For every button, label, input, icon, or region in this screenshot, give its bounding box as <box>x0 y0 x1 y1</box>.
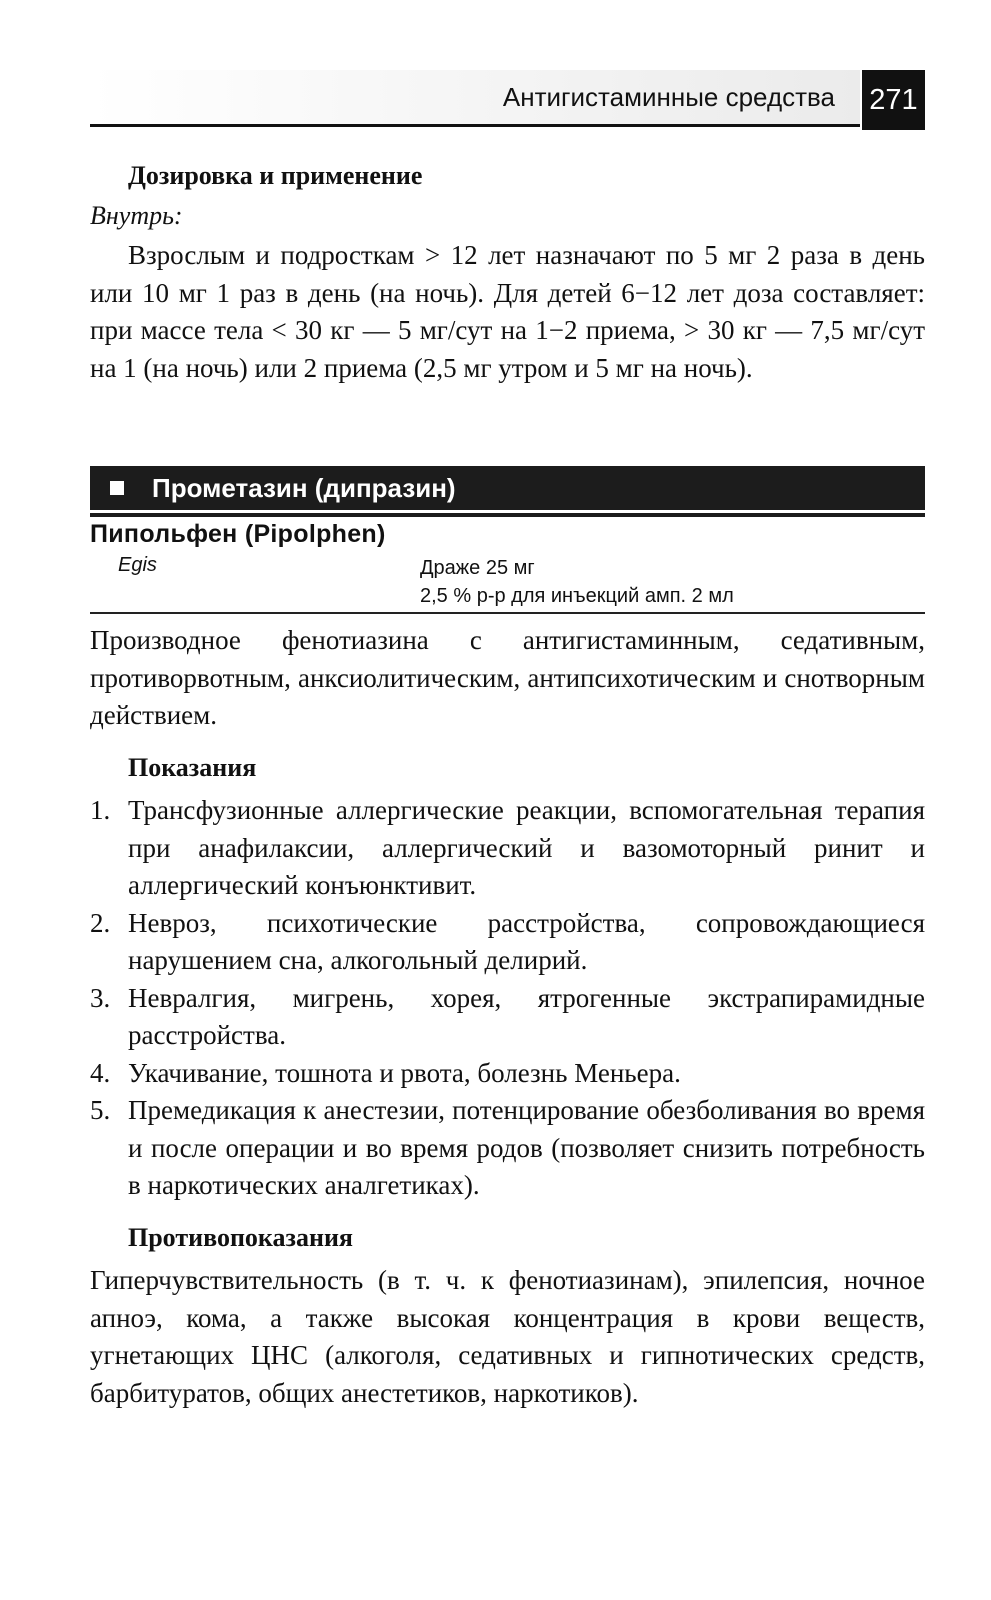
dosage-text: Взрослым и подросткам > 12 лет назначают по 5 мг 2 раза в день или 10 мг 1 раз в день (на ночь). Для детей 6−12 лет доза составляет: при массе тела < 30 кг — 5 мг/сут на 1−2 приема, > 30 кг — 7,5 мг/сут на 1 (на ночь) или 2 приема (2,5 мг утром и 5 мг на ночь). <box>90 240 925 383</box>
section-title: Антигистаминные средства <box>502 82 835 112</box>
contraindications-text: Гиперчувствительность (в т. ч. к фенотиазинам), эпилепсия, ночное апноэ, кома, а также высокая концентрация в крови веществ, угнетающих ЦНС (алкоголя, седативных и гипнотических средств, барбитуратов, общих анестетиков, наркотиков). <box>90 1265 925 1408</box>
drug-name: Прометазин (дипразин) <box>152 473 456 503</box>
list-item <box>90 905 925 980</box>
dosage-heading: Дозировка и применение <box>128 161 423 190</box>
list-item-text: Укачивание, тошнота и рвота, болезнь Меньера. <box>128 1057 681 1088</box>
list-item-text: Невроз, психотические расстройства, сопровождающиеся нарушением сна, алкогольный делирий. <box>128 907 925 975</box>
drug-title-bar <box>90 466 925 513</box>
indications-section <box>90 748 925 1205</box>
dosage-form-item: 2,5 % р-р для инъекций амп. 2 мл <box>420 585 734 607</box>
manufacturer: Egis <box>118 554 157 576</box>
list-number: 4. <box>90 1057 111 1088</box>
square-bullet-icon <box>110 481 124 495</box>
brand-name: Пипольфен (Pipolphen) <box>90 520 386 548</box>
list-item <box>90 1055 925 1093</box>
header-band <box>90 70 860 127</box>
indications-heading: Показания <box>128 753 257 782</box>
drug-description: Производное фенотиазина с антигистаминным, седативным, противорвотным, анксиолитическим, антипсихотическим и снотворным действием. <box>90 625 925 730</box>
contraindications-heading: Противопоказания <box>128 1223 353 1252</box>
running-header <box>90 70 925 128</box>
brand-block <box>90 516 925 614</box>
route-label: Внутрь: <box>90 201 183 230</box>
list-number: 1. <box>90 795 111 825</box>
dosage-forms <box>420 554 734 610</box>
list-item <box>90 792 925 905</box>
list-item-text: Премедикация к анестезии, потенцирование обезболивания во время и после операции и во время родов (позволяет снизить потребность в наркотических аналгетиках). <box>128 1095 925 1200</box>
indications-list <box>90 792 925 1205</box>
list-number: 3. <box>90 982 111 1013</box>
list-item <box>90 980 925 1055</box>
contraindications-section <box>90 1218 925 1412</box>
page-number: 271 <box>862 70 925 130</box>
list-item <box>90 1092 925 1205</box>
list-number: 5. <box>90 1095 111 1125</box>
list-number: 2. <box>90 907 111 938</box>
list-item-text: Невралгия, мигрень, хорея, ятрогенные экстрапирамидные расстройства. <box>128 982 925 1050</box>
list-item-text: Трансфузионные аллергические реакции, вспомогательная терапия при анафилаксии, аллергический и вазомоторный ринит и аллергический конъюнктивит. <box>128 795 925 900</box>
dosage-form-item: Драже 25 мг <box>420 557 535 579</box>
dosage-section <box>90 158 925 387</box>
